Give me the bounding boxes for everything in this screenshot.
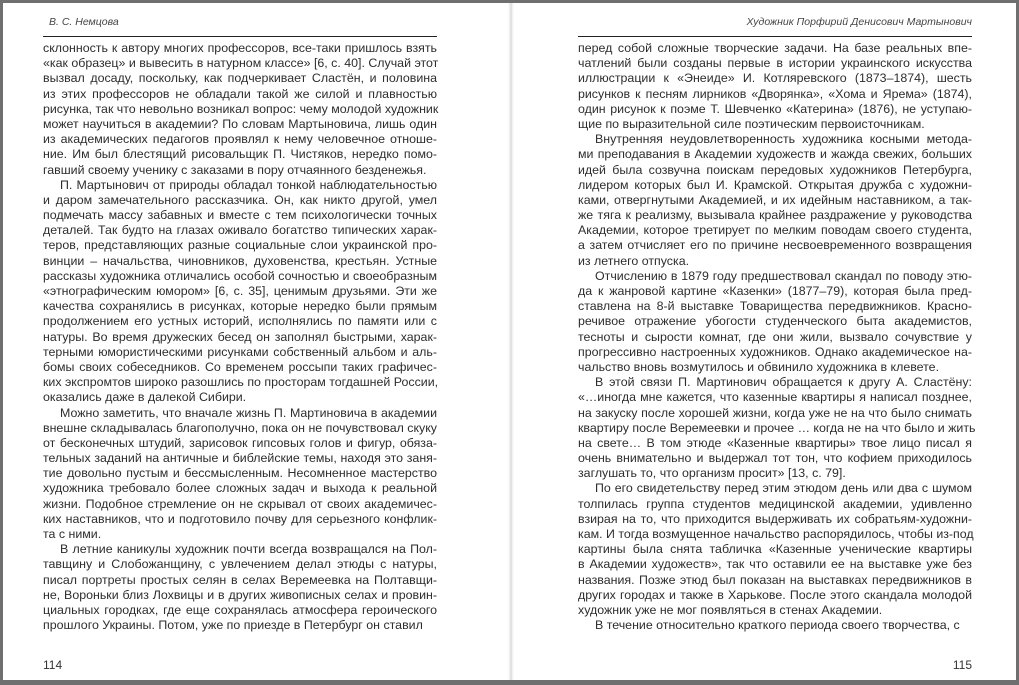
text-line: ких наставников, что и подготовило почву для серьезного конфлик- [43, 511, 437, 526]
text-line: толпилась группа студентов медицинской академии, удивленно [578, 496, 972, 511]
book-spread [3, 3, 1016, 680]
body-text [43, 41, 437, 633]
text-line: не, Вороньки близ Лохвицы и в других живописных селах и провин- [43, 587, 437, 602]
text-line: Академии, которое третирует по мелким поводам своего студента, [578, 223, 972, 238]
text-line: прошлого Украины. Потом, уже по приезде в Петербург он ставил [43, 618, 423, 633]
text-line: та с ними. [43, 527, 102, 541]
text-line: бомы своих собеседников. Со временем россыпи таких графичес- [43, 359, 437, 374]
text-line: ми преподавания в Академии художеств и жажда свежих, больших [578, 147, 972, 162]
text-line: да к жанровой картине «Казенки» (1877–79), которая была пред- [578, 284, 972, 298]
text-line: подмечать массу забавных и вместе с тем психологически точных [43, 208, 437, 223]
text-line: Внутренняя неудовлетворенность художника косными метода- [595, 132, 972, 147]
text-line: ние. Им был блестящий рисовальщик П. Чистяков, нередко помо- [43, 147, 437, 162]
gutter [508, 3, 514, 680]
text-line: склонность к автору многих профессоров, все-таки пришлось взять [43, 41, 437, 55]
right-page [578, 3, 976, 680]
text-line: кам. И тогда возмущенное начальство распорядилось, чтобы из-под [578, 527, 974, 541]
text-line: писал портреты простых селян в селах Веремеевка на Полтавщи- [43, 572, 437, 587]
header-rule [578, 36, 972, 37]
text-line: рассказы художника отличались особой сочностью и своеобразным [43, 268, 437, 283]
text-line: художник уже не мог появляться в стенах Академии. [578, 602, 883, 617]
text-line: натуры. Во время дружеских бесед он заполнял быстрыми, харак- [43, 329, 437, 344]
text-line: тесноты и сырости комнат, где они жили, вызвало сочувствие у [578, 329, 972, 344]
text-line: Отчислению в 1879 году предшествовал скандал по поводу этю- [595, 268, 972, 283]
text-line: рисунков к песням лирников «Дворянка», «Хома и Ярема» (1874), [578, 86, 972, 101]
text-line: теров, представляющих разные социальные слои украинской про- [43, 238, 437, 253]
header-rule [43, 36, 437, 37]
text-line: терными юмористическими рисунками собственный альбом и аль- [43, 344, 437, 359]
text-line: в Академии художеств», так что оставили ее на выставке уже без [578, 557, 972, 572]
text-line: оказались даже в далекой Сибири. [43, 390, 247, 405]
text-line: В течение относительно краткого периода своего творчества, с [595, 618, 960, 633]
text-line: может научиться в академии? По словам Мартыновича, лишь один [43, 116, 437, 131]
text-line: очень внимательно и выдержал тот тон, что кофием приходилось [578, 451, 972, 466]
text-line: ками, отвергнутыми Академией, и их идейным наставником, а так- [578, 192, 972, 207]
text-line: от бесконечных штудий, зарисовок гипсовых голов и фигур, обяза- [43, 435, 437, 450]
text-line: вызвал досаду, поскольку, как подчеркивает Сластён, и половина [43, 71, 437, 86]
text-line: тие довольно пустым и бессмысленным. Несомненное мастерство [43, 466, 437, 481]
text-line: «этнографическим юмором» [6, с. 35], ценимым друзьями. Эти же [43, 284, 437, 298]
text-line: П. Мартынович от природы обладал тонкой наблюдательностью [60, 177, 437, 192]
body-text [578, 41, 976, 633]
text-line: щие по выразительной силе поэтическим первоисточникам. [578, 116, 925, 131]
text-line: и даром замечательного рассказчика. Он, как никто другой, умел [43, 192, 437, 207]
text-line: идей была созвучна поискам передовых художников Петербурга, [578, 162, 972, 177]
text-line: из академических педагогов проявлял к нему человечное отноше- [43, 132, 437, 147]
text-line: «как образец» и вывесить в натурном классе» [6, с. 40]. Случай этот [43, 56, 439, 71]
running-head-author: В. С. Немцова [49, 16, 119, 28]
text-line: из этих профессоров не обладали такой же силой и плавностью [43, 86, 437, 101]
text-line: взирая на то, что приходится выдерживать их собратьям-художни- [578, 511, 972, 526]
text-line: деталей. Так будто на глазах оживало богатство типических харак- [43, 223, 437, 238]
text-line: внешне складывалась благополучно, пока он не почувствовал скуку [43, 420, 437, 435]
text-line: гавший своему ученику с заказами в пору отчаянного безденежья. [43, 162, 427, 177]
text-line: продолжением его устных историй, исполнялись по памяти или с [43, 314, 437, 329]
text-line: квартиру после Веремеевки и прочее … когда не на что было и жить [578, 420, 976, 435]
page-number: 114 [43, 658, 63, 672]
text-line: других городах и также в Харькове. После этого скандала молодой [578, 587, 972, 602]
text-line: перед собой сложные творческие задачи. На базе реальных впе- [578, 41, 972, 55]
text-line: рисунка, так что невольно возникал вопрос: чему молодой художник [43, 101, 439, 116]
text-line: на свете… В том этюде «Казенные квартиры» твое лицо писал я [578, 435, 972, 450]
running-head-title: Художник Порфирий Денисович Мартынович [746, 16, 972, 28]
text-line: иллюстрации к «Энеиде» И. Котляревского (1873–1874), шесть [578, 71, 972, 86]
text-line: лидером которых был И. Крамской. Открытая дружба с художни- [578, 177, 972, 192]
text-line: художника требовало более сложных задач и выхода к реальной [43, 481, 437, 496]
text-line: качества сохранялись в рисунках, которые нередко были прямым [43, 299, 437, 314]
text-line: названия. Позже этюд был показан на выставках передвижников в [578, 572, 972, 587]
text-line: из летнего отпуска. [578, 253, 690, 268]
text-line: В этой связи П. Мартинович обращается к другу А. Сластёну: [595, 375, 972, 390]
text-line: прогрессивно настроенных художников. Однако академическое на- [578, 344, 972, 359]
text-line: тельных заданий на античные и библейские темы, находя это заня- [43, 451, 437, 466]
text-line: ких экспромтов широко разошлись по просторам тогдашней России, [43, 375, 439, 390]
text-line: ставлена на 8-й выставке Товарищества передвижников. Красно- [578, 299, 972, 314]
text-line: заглушать то, что организм просит» [13, с. 79]. [578, 466, 846, 481]
text-line: один рисунок к поэме Т. Шевченко «Катерина» (1876), не уступаю- [578, 101, 972, 116]
text-line: а затем отчисляет его по причине несвоевременного возвращения [578, 238, 972, 253]
text-line: чальство вновь возмутилось и обвинило художника в клевете. [578, 359, 940, 374]
left-page [43, 3, 437, 680]
text-line: картины была снята табличка «Казенные ученические квартиры [578, 542, 972, 557]
text-line: Можно заметить, что вначале жизнь П. Мартиновича в академии [60, 405, 437, 420]
text-line: жизни. Подобное стремление он не скрывал от своих академичес- [43, 496, 437, 511]
text-line: тавщину и Слобожанщину, с увлечением делал этюды с натуры, [43, 557, 437, 572]
text-line: речивое отражение убогости студенческого быта академистов, [578, 314, 972, 329]
text-line: циальных городках, где еще сохранялась атмосфера героического [43, 602, 437, 617]
text-line: винции – начальства, чиновников, духовенства, крестьян. Устные [43, 253, 437, 268]
page-number: 115 [952, 658, 972, 672]
text-line: В летние каникулы художник почти всегда возвращался на Пол- [60, 542, 437, 557]
text-line: По его свидетельству перед этим этюдом день или два с шумом [595, 481, 972, 496]
text-line: «…иногда мне кажется, что казенные квартиры я написал позднее, [578, 390, 972, 405]
text-line: же тяга к реализму, вызывала крайнее раздражение у руководства [578, 208, 972, 223]
text-line: чатлений были созданы первые в истории украинского искусства [578, 56, 972, 71]
text-line: на закуску после хорошей жизни, когда уже не на что было снимать [578, 405, 972, 420]
